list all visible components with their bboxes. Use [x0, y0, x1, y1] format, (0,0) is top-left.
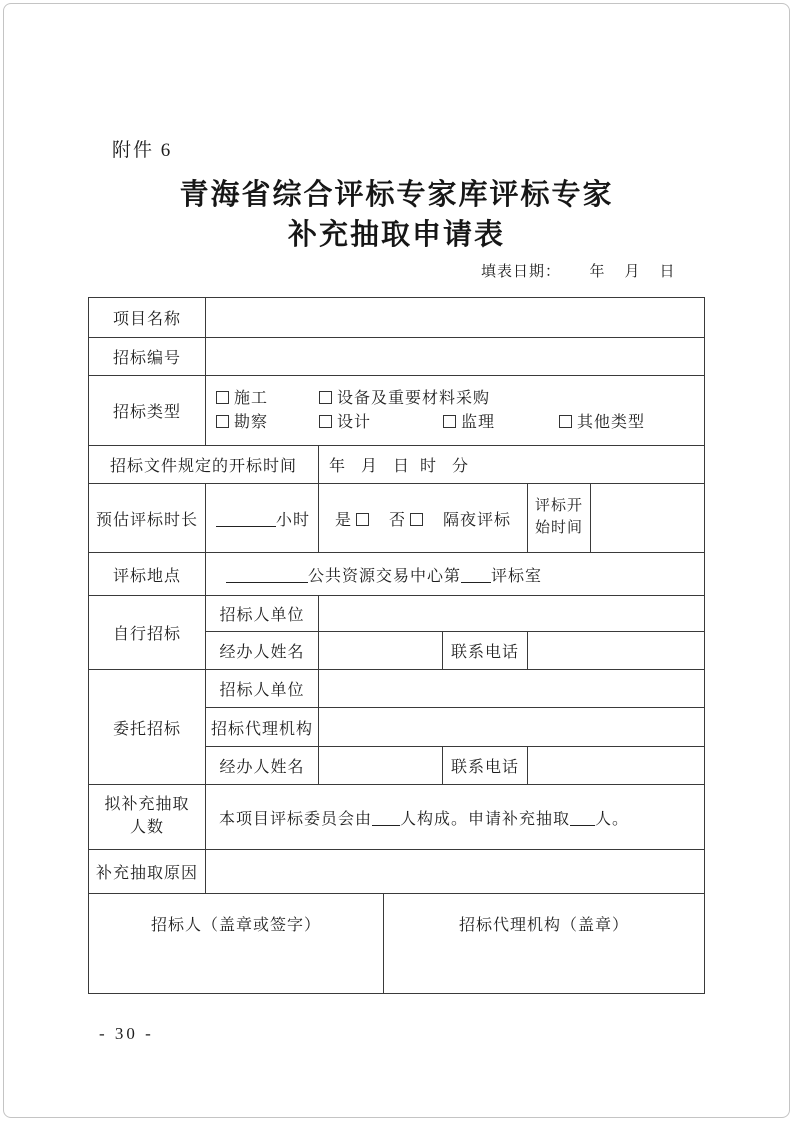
duration-blank-line — [216, 511, 276, 527]
checkbox-construction-icon — [216, 391, 229, 404]
option-supervision: 监理 — [443, 415, 559, 431]
self-tenderer-unit-value-cell — [319, 596, 705, 632]
entrust-handler-name-label: 经办人姓名 — [206, 747, 319, 785]
tender-type-options-line1 — [216, 391, 704, 407]
est-duration-label: 预估评标时长 — [89, 484, 206, 553]
attachment-label: 附件 6 — [112, 140, 173, 161]
self-handler-name-label: 经办人姓名 — [206, 632, 319, 670]
row-extra-count — [89, 785, 705, 850]
row-entrust-tender-1 — [89, 670, 705, 708]
entrust-handler-name-value-cell — [319, 747, 443, 785]
entrust-tender-label: 委托招标 — [89, 670, 206, 785]
row-tender-type — [89, 376, 705, 446]
overnight-cell: 是 否 隔夜评标 — [319, 484, 528, 553]
row-est-duration — [89, 484, 705, 553]
row-eval-place — [89, 553, 705, 596]
checkbox-yes-icon — [356, 513, 369, 526]
page-number: - 30 - — [99, 1024, 154, 1043]
extra-count-label: 拟补充抽取 人数 — [89, 785, 206, 850]
entrust-contact-phone-value-cell — [528, 747, 705, 785]
application-form-table — [88, 297, 705, 994]
committee-size-blank-line — [372, 810, 400, 826]
option-construction: 施工 — [216, 391, 319, 407]
reason-value-cell — [206, 850, 705, 894]
checkbox-equipment-icon — [319, 391, 332, 404]
entrust-tenderer-unit-value-cell — [319, 670, 705, 708]
form-title-line1: 青海省综合评标专家库评标专家 — [179, 177, 614, 211]
option-other: 其他类型 — [559, 415, 645, 431]
agent-org-value-cell — [319, 708, 705, 747]
eval-place-label: 评标地点 — [89, 553, 206, 596]
self-contact-phone-label: 联系电话 — [443, 632, 528, 670]
committee-sentence-cell: 本项目评标委员会由 人构成。申请补充抽取 人。 — [206, 785, 705, 850]
checkbox-no-icon — [410, 513, 423, 526]
self-tenderer-unit-label: 招标人单位 — [206, 596, 319, 632]
tenderer-signature-cell: 招标人（盖章或签字） — [89, 894, 384, 994]
tender-type-options-cell — [206, 376, 705, 446]
row-project-name — [89, 298, 705, 338]
checkbox-design-icon — [319, 415, 332, 428]
option-design: 设计 — [319, 415, 443, 431]
row-tender-no — [89, 338, 705, 376]
eval-start-time-value-cell — [591, 484, 705, 553]
eval-place-blank-line-2 — [461, 567, 491, 583]
entrust-tenderer-unit-label: 招标人单位 — [206, 670, 319, 708]
row-self-tender-1 — [89, 596, 705, 632]
overnight-label: 隔夜评标 — [443, 511, 512, 529]
checkbox-other-icon — [559, 415, 572, 428]
eval-place-blank-line-1 — [226, 567, 308, 583]
project-name-value-cell — [206, 298, 705, 338]
form-title-line2: 补充抽取申请表 — [287, 217, 505, 251]
option-equipment: 设备及重要材料采购 — [319, 391, 490, 407]
checkbox-supervision-icon — [443, 415, 456, 428]
checkbox-survey-icon — [216, 415, 229, 428]
agent-signature-cell: 招标代理机构（盖章） — [384, 894, 705, 994]
option-survey: 勘察 — [216, 415, 319, 431]
tender-no-value-cell — [206, 338, 705, 376]
reason-label: 补充抽取原因 — [89, 850, 206, 894]
tender-type-options-line2 — [216, 415, 704, 431]
row-open-time — [89, 446, 705, 484]
open-time-value-cell: 年 月 日 时 分 — [319, 446, 705, 484]
project-name-label: 项目名称 — [89, 298, 206, 338]
self-handler-name-value-cell — [319, 632, 443, 670]
self-tender-label: 自行招标 — [89, 596, 206, 670]
est-duration-value-cell: 小时 — [206, 484, 319, 553]
eval-place-value-cell: 公共资源交易中心第 评标室 — [206, 553, 705, 596]
row-signature — [89, 894, 705, 994]
eval-start-time-label: 评标开 始时间 — [528, 484, 591, 553]
open-time-label: 招标文件规定的开标时间 — [89, 446, 319, 484]
row-reason — [89, 850, 705, 894]
fill-date-line: 填表日期： 年 月 日 — [481, 264, 676, 280]
entrust-contact-phone-label: 联系电话 — [443, 747, 528, 785]
tender-type-label: 招标类型 — [89, 376, 206, 446]
agent-org-label: 招标代理机构 — [206, 708, 319, 747]
tender-no-label: 招标编号 — [89, 338, 206, 376]
extra-count-blank-line — [570, 810, 595, 826]
self-contact-phone-value-cell — [528, 632, 705, 670]
